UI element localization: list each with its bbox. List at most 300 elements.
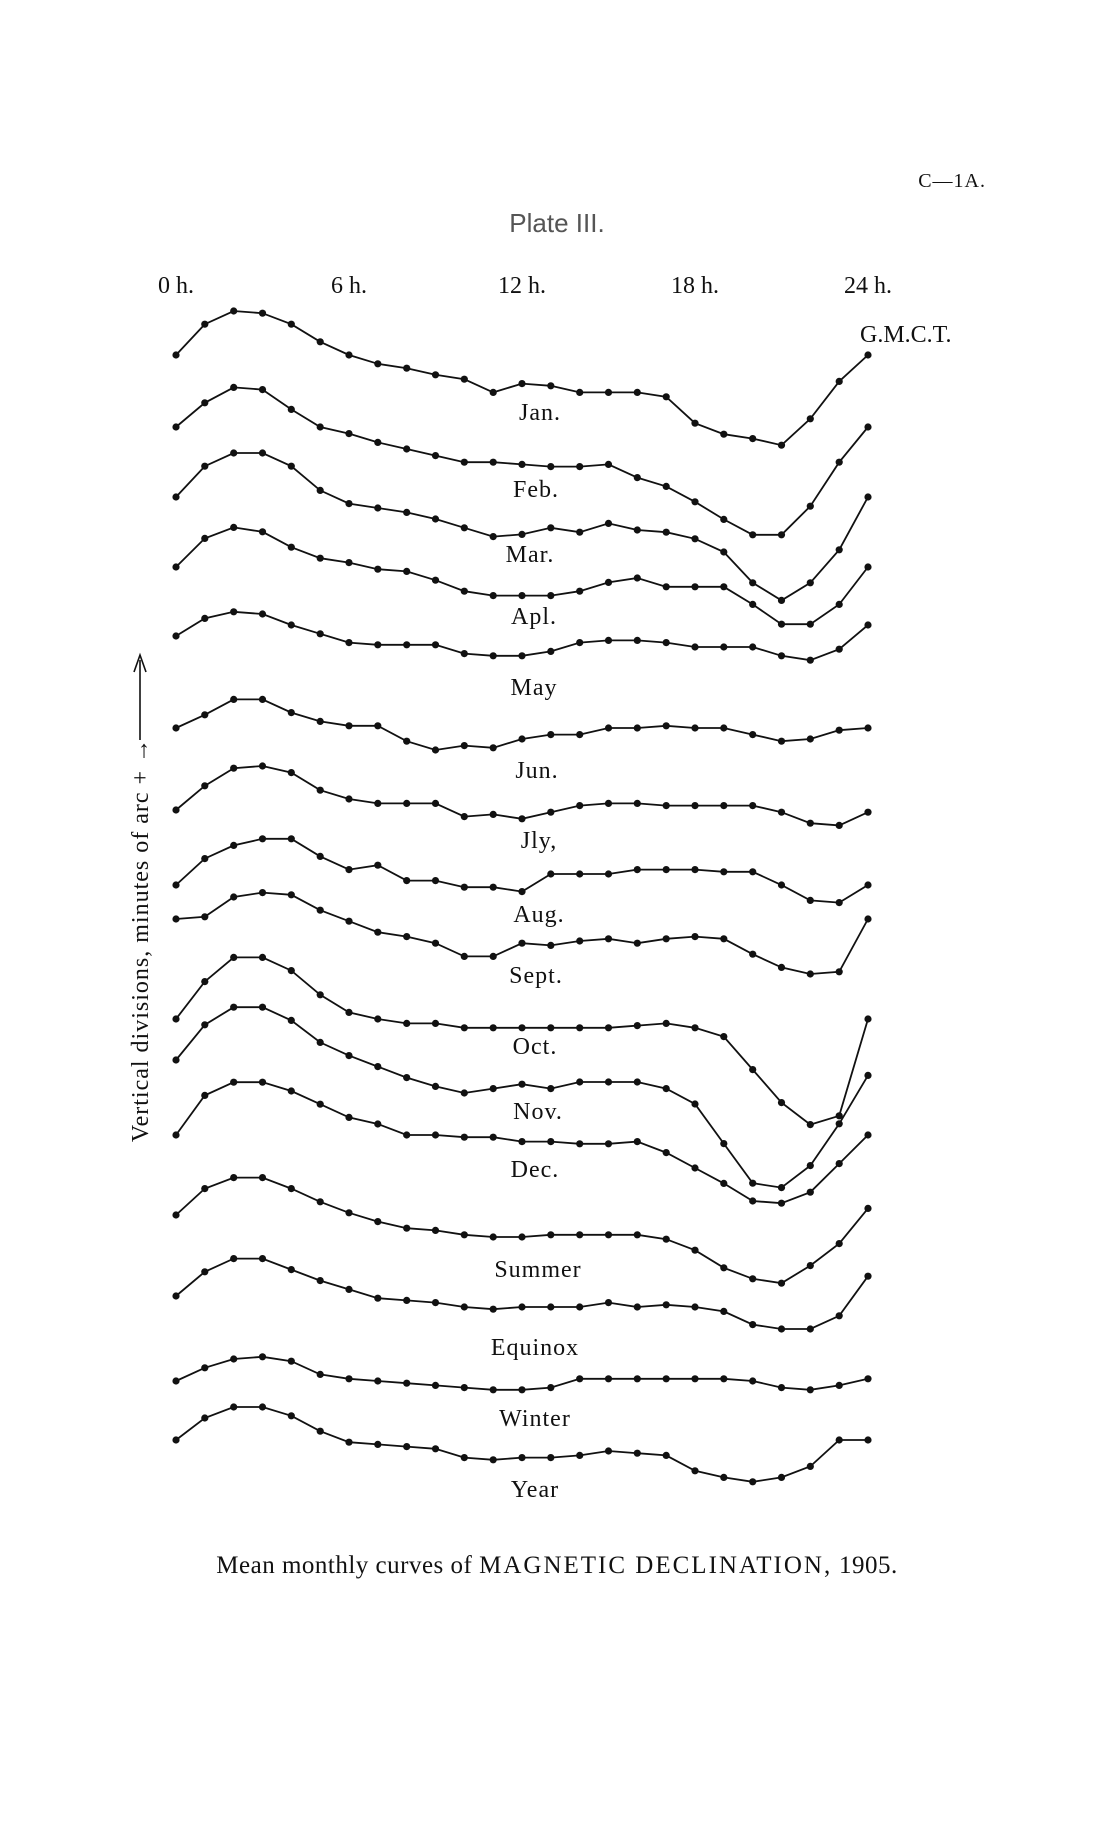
data-point [374,1120,381,1127]
series-label: Equinox [490,1335,580,1361]
data-point [605,1447,612,1454]
data-point [172,351,179,358]
data-point [720,583,727,590]
x-axis-label: G.M.C.T. [860,322,952,348]
data-point [547,809,554,816]
data-point [345,559,352,566]
series-jun [172,696,871,784]
data-point [691,535,698,542]
data-point [432,1083,439,1090]
data-point [547,1085,554,1092]
data-point [172,1056,179,1063]
data-point [778,1200,785,1207]
data-point [864,1375,871,1382]
data-point [836,459,843,466]
data-point [634,866,641,873]
data-point [374,1063,381,1070]
data-point [230,1355,237,1362]
data-point [345,500,352,507]
series-label: Mar. [505,542,555,568]
data-point [576,1078,583,1085]
data-point [749,1066,756,1073]
data-point [864,915,871,922]
data-point [461,953,468,960]
data-point [461,1089,468,1096]
data-point [778,621,785,628]
data-point [288,321,295,328]
data-point [259,1079,266,1086]
data-point [778,1280,785,1287]
data-point [836,1382,843,1389]
data-point [663,639,670,646]
data-point [864,1205,871,1212]
data-point [230,893,237,900]
data-point [490,533,497,540]
data-point [605,637,612,644]
data-point [288,1087,295,1094]
data-point [807,1463,814,1470]
series-apl [172,524,871,630]
data-point [547,1454,554,1461]
data-point [576,1452,583,1459]
data-point [432,641,439,648]
data-point [201,615,208,622]
data-point [259,1403,266,1410]
data-point [864,563,871,570]
y-axis-label-group [128,655,154,1142]
series-label: Jan. [519,400,561,426]
data-point [518,815,525,822]
data-point [172,632,179,639]
data-point [201,463,208,470]
data-point [518,1233,525,1240]
data-point [201,321,208,328]
data-point [403,1225,410,1232]
data-point [864,1273,871,1280]
data-point [864,1436,871,1443]
data-point [432,877,439,884]
data-point [691,866,698,873]
series-jan [172,307,871,448]
data-point [778,531,785,538]
data-point [518,940,525,947]
data-point [807,1189,814,1196]
data-point [230,608,237,615]
data-point [374,566,381,573]
data-point [259,310,266,317]
data-point [374,1218,381,1225]
data-point [836,601,843,608]
data-point [576,802,583,809]
data-point [807,820,814,827]
data-point [749,1377,756,1384]
data-point [547,1024,554,1031]
data-point [259,835,266,842]
data-point [720,643,727,650]
data-point [172,563,179,570]
data-point [836,1312,843,1319]
data-point [201,1092,208,1099]
data-point [345,351,352,358]
data-point [374,504,381,511]
data-point [605,870,612,877]
data-point [518,735,525,742]
data-point [778,964,785,971]
data-point [547,463,554,470]
data-point [864,1131,871,1138]
data-point [230,384,237,391]
data-point [317,1371,324,1378]
data-point [345,1439,352,1446]
data-point [345,1209,352,1216]
data-point [403,509,410,516]
data-point [634,637,641,644]
data-point [461,524,468,531]
data-point [345,1009,352,1016]
data-point [345,866,352,873]
data-point [403,1020,410,1027]
data-point [432,1020,439,1027]
data-point [749,868,756,875]
data-point [201,535,208,542]
data-point [317,338,324,345]
data-point [778,442,785,449]
data-point [432,1445,439,1452]
data-point [749,643,756,650]
data-point [576,639,583,646]
data-point [663,866,670,873]
data-point [807,970,814,977]
data-point [317,1198,324,1205]
caption-emphasis: MAGNETIC DECLINATION, [479,1552,833,1579]
data-point [605,520,612,527]
data-point [259,1004,266,1011]
data-point [807,657,814,664]
data-point [749,531,756,538]
data-point [230,1255,237,1262]
series-dec [172,1079,871,1207]
caption-suffix: 1905. [832,1552,898,1579]
data-point [259,610,266,617]
data-point [836,968,843,975]
data-point [518,1303,525,1310]
data-point [605,800,612,807]
data-point [461,588,468,595]
data-point [345,795,352,802]
data-point [317,630,324,637]
data-point [634,474,641,481]
series-line [176,453,868,600]
data-point [374,360,381,367]
data-point [518,380,525,387]
y-axis-label: Vertical divisions, minutes of arc + → [128,737,154,1143]
data-point [749,1180,756,1187]
data-point [778,881,785,888]
data-point [864,809,871,816]
data-point [490,1386,497,1393]
data-point [634,1231,641,1238]
data-point [461,459,468,466]
data-point [345,1052,352,1059]
data-point [432,371,439,378]
data-point [634,389,641,396]
data-point [576,1375,583,1382]
data-point [259,1174,266,1181]
data-point [691,802,698,809]
data-point [403,877,410,884]
data-point [374,1377,381,1384]
data-point [518,531,525,538]
data-point [634,1078,641,1085]
data-point [749,601,756,608]
data-point [403,1443,410,1450]
data-point [634,724,641,731]
data-point [259,386,266,393]
data-point [836,1240,843,1247]
data-point [490,1085,497,1092]
data-point [663,1020,670,1027]
data-point [432,1382,439,1389]
data-point [605,579,612,586]
data-point [634,800,641,807]
data-point [663,1301,670,1308]
data-point [720,1264,727,1271]
data-point [720,1474,727,1481]
data-point [836,1120,843,1127]
data-point [288,1412,295,1419]
data-point [201,711,208,718]
data-point [403,445,410,452]
data-point [720,1375,727,1382]
data-point [547,648,554,655]
data-point [547,1138,554,1145]
data-point [778,1384,785,1391]
data-point [461,376,468,383]
data-point [836,546,843,553]
data-point [490,744,497,751]
data-point [547,1231,554,1238]
data-point [288,709,295,716]
data-point [288,891,295,898]
data-point [288,463,295,470]
series-line [176,1357,868,1390]
series-label: Sept. [509,963,563,989]
data-point [720,431,727,438]
series-label: Jun. [515,758,559,784]
data-point [288,406,295,413]
data-point [172,493,179,500]
series-label: Feb. [513,477,559,503]
series-winter [172,1353,871,1432]
data-point [576,389,583,396]
data-point [432,515,439,522]
data-point [172,724,179,731]
data-point [288,1017,295,1024]
series-label: Winter [499,1406,571,1432]
data-point [605,1231,612,1238]
data-point [749,951,756,958]
data-point [403,568,410,575]
data-point [836,727,843,734]
data-point [317,853,324,860]
data-point [461,1231,468,1238]
data-point [288,769,295,776]
data-point [374,800,381,807]
data-point [230,842,237,849]
data-point [172,915,179,922]
data-point [432,577,439,584]
data-point [461,1134,468,1141]
data-point [317,1039,324,1046]
data-point [201,1268,208,1275]
data-point [605,1024,612,1031]
data-point [720,1140,727,1147]
data-point [663,483,670,490]
data-point [201,855,208,862]
data-point [518,1454,525,1461]
series-label: May [510,675,558,701]
data-point [461,1384,468,1391]
data-point [663,1236,670,1243]
data-point [518,1081,525,1088]
x-tick-label: 18 h. [671,273,719,299]
data-point [461,1303,468,1310]
data-point [691,583,698,590]
data-point [634,1450,641,1457]
data-point [720,516,727,523]
data-point [490,1134,497,1141]
data-point [691,1247,698,1254]
data-point [259,954,266,961]
data-point [259,889,266,896]
data-point [201,913,208,920]
series-label: Nov. [513,1099,563,1125]
data-point [432,1131,439,1138]
data-point [807,503,814,510]
data-point [864,423,871,430]
data-point [576,463,583,470]
data-point [230,765,237,772]
data-point [345,639,352,646]
data-point [634,574,641,581]
data-point [288,544,295,551]
data-point [172,1377,179,1384]
data-point [605,935,612,942]
data-point [490,811,497,818]
data-point [461,813,468,820]
data-point [836,646,843,653]
data-point [605,1299,612,1306]
data-point [663,393,670,400]
data-point [836,378,843,385]
data-point [691,933,698,940]
data-point [663,802,670,809]
data-point [836,899,843,906]
data-point [259,1255,266,1262]
data-point [634,1303,641,1310]
data-point [490,1456,497,1463]
data-point [749,802,756,809]
data-point [317,1101,324,1108]
data-point [778,1184,785,1191]
data-point [374,1015,381,1022]
data-point [691,1467,698,1474]
data-point [576,1024,583,1031]
data-point [201,1021,208,1028]
data-point [720,548,727,555]
data-point [201,978,208,985]
data-point [461,1454,468,1461]
data-point [230,1174,237,1181]
data-point [836,822,843,829]
data-point [547,942,554,949]
data-point [836,1160,843,1167]
data-point [864,1015,871,1022]
data-point [288,1358,295,1365]
data-point [605,389,612,396]
data-point [374,929,381,936]
data-point [403,1074,410,1081]
figure-caption [0,1552,1114,1580]
data-point [749,435,756,442]
data-point [605,461,612,468]
data-point [374,641,381,648]
data-point [778,652,785,659]
data-point [778,1325,785,1332]
data-point [864,1072,871,1079]
data-point [490,389,497,396]
data-point [807,621,814,628]
data-point [230,696,237,703]
data-point [518,1138,525,1145]
data-point [403,641,410,648]
data-point [864,724,871,731]
data-point [807,1386,814,1393]
data-point [663,583,670,590]
data-point [807,1325,814,1332]
series-label: Aug. [513,902,565,928]
data-point [807,897,814,904]
data-point [172,806,179,813]
data-point [288,967,295,974]
data-point [432,800,439,807]
data-point [345,918,352,925]
data-point [403,933,410,940]
data-point [317,787,324,794]
data-point [749,1478,756,1485]
data-point [432,452,439,459]
data-point [778,738,785,745]
series-summer [172,1174,871,1287]
data-point [605,1078,612,1085]
data-point [345,1286,352,1293]
data-point [317,991,324,998]
series-label: Year [510,1477,560,1503]
data-point [749,579,756,586]
series-mar [172,449,871,604]
data-point [720,1308,727,1315]
data-point [778,1099,785,1106]
data-point [720,1033,727,1040]
data-point [518,461,525,468]
data-point [288,1185,295,1192]
data-point [691,1100,698,1107]
data-point [230,524,237,531]
data-point [345,1375,352,1382]
data-point [172,1292,179,1299]
data-point [345,1114,352,1121]
data-point [518,592,525,599]
